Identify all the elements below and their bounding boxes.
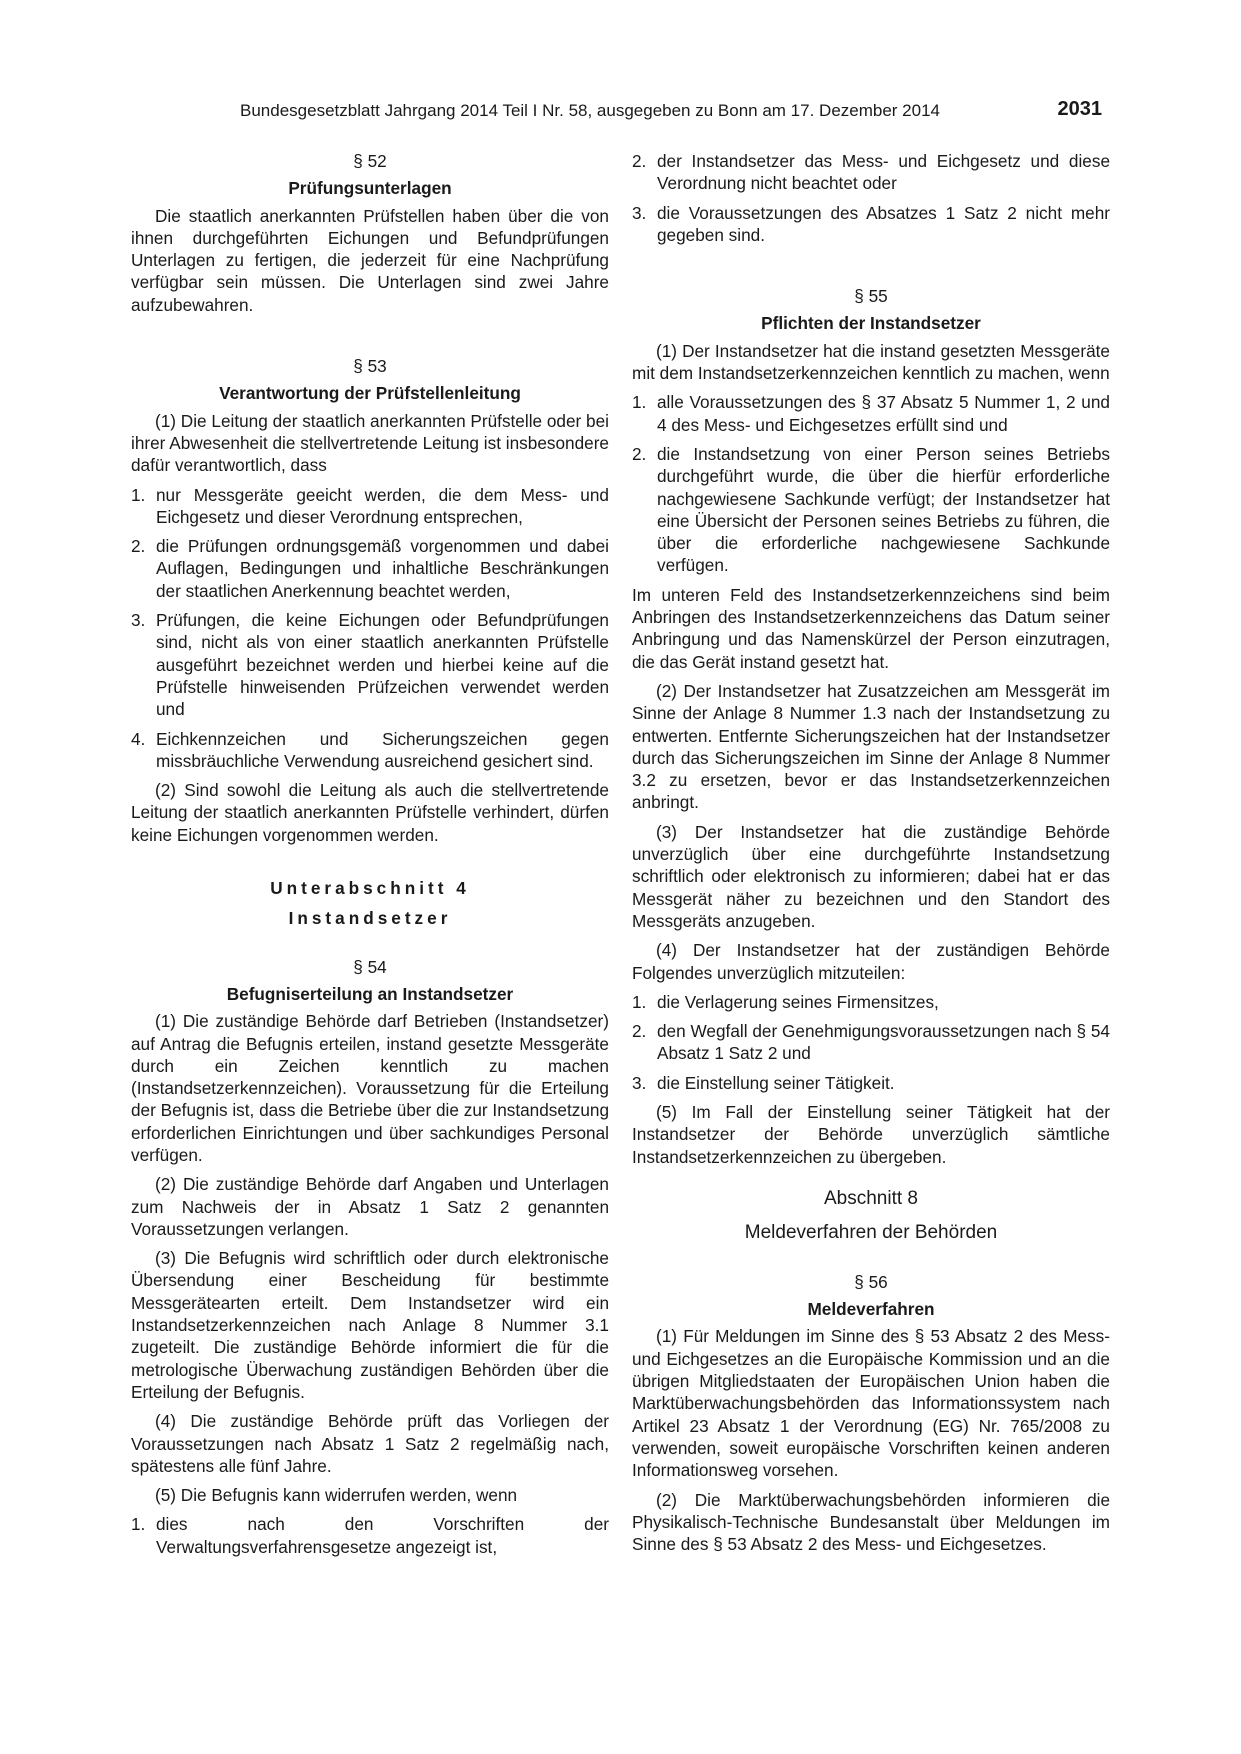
list-item: 3. die Voraussetzungen des Absatzes 1 Satz 2 nicht mehr gegeben sind. [632,202,1110,245]
right-column [632,150,1110,1562]
paragraph: (5) Im Fall der Einstellung seiner Tätigkeit hat der Instandsetzer der Behörde unverzüglich sämtliche Instandsetzerkennzeichen zu übergeben. [632,1101,1110,1167]
paragraph: (1) Die zuständige Behörde darf Betrieben (Instandsetzer) auf Antrag die Befugnis erteilen, instand gesetzte Messgeräte durch ein Zeichen kenntlich zu machen (Instandsetzerkennzeichen). Voraussetzung für die Erteilung der Befugnis ist, dass die Betriebe über die zur Instandsetzung erforderlichen Einrichtungen und über sachkundiges Personal verfügen. [131,1011,609,1165]
section-title: Meldeverfahren [807,1299,935,1320]
page-number: 2031 [1057,98,1102,120]
list-item: 2. der Instandsetzer das Mess- und Eichgesetz und diese Verordnung nicht beachtet oder [632,151,1110,194]
chapter-title: Meldeverfahren der Behörden [744,1221,998,1243]
list-item: 1. nur Messgeräte geeicht werden, die dem Mess- und Eichgesetz und dieser Verordnung entsprechen, [131,484,609,527]
list-item: 2. die Prüfungen ordnungsgemäß vorgenommen und dabei Auflagen, Bedingungen und inhaltliche Beschränkungen der staatlichen Anerkennung beachtet werden, [131,536,609,601]
section-number: § 55 [854,286,888,307]
paragraph: (5) Die Befugnis kann widerrufen werden, wenn [155,1485,518,1506]
subsection-label: Unterabschnitt 4 [270,878,470,899]
section-number: § 54 [353,956,387,977]
paragraph: (1) Für Meldungen im Sinne des § 53 Absatz 2 des Mess- und Eichgesetzes an die Europäische Kommission und an die übrigen Mitgliedstaaten der Europäischen Union haben die Marktüberwachungsbehörden das Informationssystem nach Artikel 23 Absatz 1 der Verordnung (EG) Nr. 765/2008 zu verwenden, soweit europäische Vorschriften keinen anderen Informationsweg vorsehen. [632,1326,1110,1481]
list-item: 2. die Instandsetzung von einer Person seines Betriebs durchgeführt wurde, die über die hierfür erforderliche nachgewiesene Sachkunde verfügt; der Instandsetzer hat eine Übersicht der Personen seines Betriebs zu führen, die über die erforderliche nachgewiesene Sachkunde verfügen. [632,443,1110,576]
paragraph: Im unteren Feld des Instandsetzerkennzeichens sind beim Anbringen des Instandsetzerkennzeichens das Datum seiner Anbringung und das Namenskürzel der Person einzutragen, die das Gerät instand gesetzt hat. [632,584,1110,672]
header-title: Bundesgesetzblatt Jahrgang 2014 Teil I Nr. 58, ausgegeben zu Bonn am 17. Dezember 2014 [240,101,940,120]
paragraph: (3) Die Befugnis wird schriftlich oder durch elektronische Übersendung einer Bescheidung für bestimmte Messgerätearten erteilt. Dem Instandsetzer wird ein Instandsetzerkennzeichen nach Anlage 8 Nummer 3.1 zugeteilt. Die zuständige Behörde informiert die für die metrologische Überwachung zuständigen Behörden über die Erteilung der Befugnis. [131,1248,609,1402]
paragraph: (1) Der Instandsetzer hat die instand gesetzten Messgeräte mit dem Instandsetzerkennzeichen kenntlich zu machen, wenn [632,340,1110,384]
list-item: 1. dies nach den Vorschriften der Verwaltungsverfahrensgesetze angezeigt ist, [131,1514,609,1557]
chapter-label: Abschnitt 8 [824,1187,918,1209]
paragraph: (4) Der Instandsetzer hat der zuständigen Behörde Folgendes unverzüglich mitzuteilen: [632,940,1110,983]
list-item: 1. die Verlagerung seines Firmensitzes, [632,991,939,1012]
section-title: Prüfungsunterlagen [288,178,452,199]
paragraph: (4) Die zuständige Behörde prüft das Vorliegen der Voraussetzungen nach Absatz 1 Satz 2 regelmäßig nach, spätestens alle fünf Jahre. [131,1411,609,1476]
list-item: 1. alle Voraussetzungen des § 37 Absatz 5 Nummer 1, 2 und 4 des Mess- und Eichgesetzes erfüllt sind und [632,392,1110,435]
paragraph: (1) Die Leitung der staatlich anerkannten Prüfstelle oder bei ihrer Abwesenheit die stellvertretende Leitung ist insbesondere dafür verantwortlich, dass [131,410,609,476]
left-column [131,150,609,1565]
subsection-title: Instandsetzer [288,908,452,929]
section-title: Pflichten der Instandsetzer [761,313,981,334]
list-item: 2. den Wegfall der Genehmigungsvoraussetzungen nach § 54 Absatz 1 Satz 2 und [632,1021,1110,1064]
paragraph: Die staatlich anerkannten Prüfstellen haben über die von ihnen durchgeführten Eichungen und Befundprüfungen Unterlagen zu fertigen, die jederzeit für eine Nachprüfung verfügbar sein müssen. Die Unterlagen sind zwei Jahre aufzubewahren. [131,205,609,315]
paragraph: (2) Die Marktüberwachungsbehörden informieren die Physikalisch-Technische Bundesanstalt über Meldungen im Sinne des § 53 Absatz 2 des Mess- und Eichgesetzes. [632,1489,1110,1555]
list-item: 3. die Einstellung seiner Tätigkeit. [632,1072,895,1093]
paragraph: (2) Der Instandsetzer hat Zusatzzeichen am Messgerät im Sinne der Anlage 8 Nummer 1.3 nach der Instandsetzung zu entwerten. Entfernte Sicherungszeichen hat der Instandsetzer durch das Sicherungszeichen im Sinne der Anlage 8 Nummer 3.2 zu ersetzen, bevor er das Instandsetzerkennzeichen anbringt. [632,680,1110,813]
list-item: 3. Prüfungen, die keine Eichungen oder Befundprüfungen sind, nicht als von einer staatlich anerkannten Prüfstelle ausgeführt bezeichnet werden und hierbei keine auf die Prüfstelle hinweisenden Prüfzeichen verwendet werden und [131,610,609,720]
section-title: Verantwortung der Prüfstellenleitung [219,383,521,404]
paragraph: (3) Der Instandsetzer hat die zuständige Behörde unverzüglich über eine durchgeführte Instandsetzung schriftlich oder elektronisch zu informieren; dabei hat er das Messgerät näher zu bezeichnen und den Standort des Messgeräts anzugeben. [632,821,1110,931]
section-title: Befugniserteilung an Instandsetzer [226,983,514,1004]
section-number: § 53 [353,356,387,377]
section-number: § 52 [353,151,387,171]
page-header [240,100,1102,124]
list-item: 4. Eichkennzeichen und Sicherungszeichen gegen missbräuchliche Verwendung ausreichend gesichert sind. [131,728,609,771]
paragraph: (2) Sind sowohl die Leitung als auch die stellvertretende Leitung der staatlich anerkannten Prüfstelle verhindert, dürfen keine Eichungen vorgenommen werden. [131,780,609,845]
section-number: § 56 [854,1271,888,1292]
paragraph: (2) Die zuständige Behörde darf Angaben und Unterlagen zum Nachweis der in Absatz 1 Satz 2 genannten Voraussetzungen verlangen. [131,1174,609,1239]
